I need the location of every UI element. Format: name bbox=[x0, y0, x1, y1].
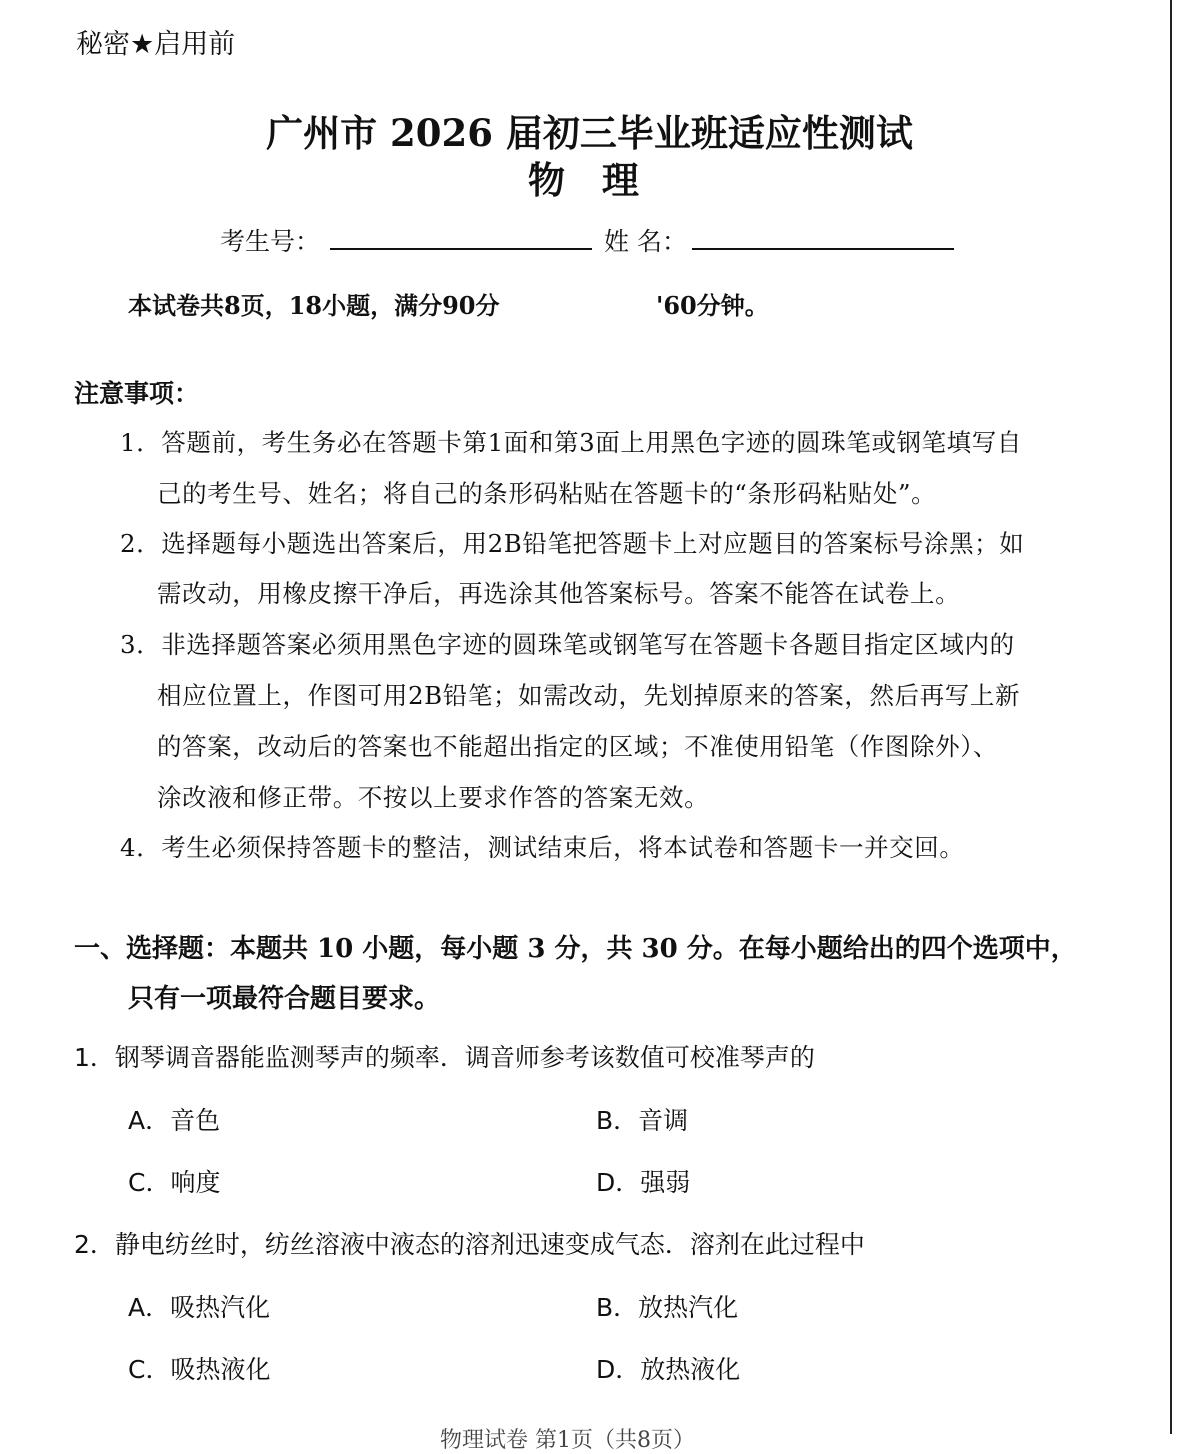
note-line: 己的考生号、姓名；将自己的条形码粘贴在答题卡的“条形码粘贴处”。 bbox=[157, 479, 937, 508]
question-stem: 2．静电纺丝时，纺丝溶液中液态的溶剂迅速变成气态．溶剂在此过程中 bbox=[74, 1230, 865, 1259]
note-line: 涂改液和修正带。不按以上要求作答的答案无效。 bbox=[157, 783, 710, 812]
exam-duration: '60分钟。 bbox=[656, 291, 769, 320]
name-field[interactable] bbox=[692, 248, 954, 250]
note-line: 2．选择题每小题选出答案后，用2B铅笔把答题卡上对应题目的答案标号涂黑；如 bbox=[120, 529, 1025, 558]
section-header: 只有一项最符合题目要求。 bbox=[128, 984, 441, 1014]
option-a[interactable]: A．音色 bbox=[128, 1106, 221, 1135]
option-c[interactable]: C．吸热液化 bbox=[128, 1355, 271, 1384]
secret-mark: 秘密★启用前 bbox=[76, 29, 236, 60]
page-edge bbox=[1170, 0, 1172, 1434]
exam-title: 广州市 2026 届初三毕业班适应性测试 bbox=[266, 111, 913, 155]
notes-title: 注意事项： bbox=[74, 379, 200, 408]
note-line: 4．考生必须保持答题卡的整洁，测试结束后，将本试卷和答题卡一并交回。 bbox=[120, 833, 965, 862]
note-line: 需改动，用橡皮擦干净后，再选涂其他答案标号。答案不能答在试卷上。 bbox=[157, 579, 961, 608]
page-footer: 物理试卷 第1页（共8页） bbox=[440, 1428, 695, 1453]
option-a[interactable]: A．吸热汽化 bbox=[128, 1293, 271, 1322]
section-header: 一、选择题：本题共 10 小题，每小题 3 分，共 30 分。在每小题给出的四个选项中， bbox=[74, 934, 1077, 964]
option-b[interactable]: B．音调 bbox=[596, 1106, 689, 1135]
name-label: 姓 名： bbox=[604, 227, 687, 256]
candidate-no-field[interactable] bbox=[330, 248, 592, 250]
subject-title: 物 理 bbox=[528, 158, 651, 202]
option-b[interactable]: B．放热汽化 bbox=[596, 1293, 739, 1322]
note-line: 的答案，改动后的答案也不能超出指定的区域；不准使用铅笔（作图除外）、 bbox=[157, 732, 999, 761]
option-d[interactable]: D．放热液化 bbox=[596, 1355, 741, 1384]
exam-info: 本试卷共8页，18小题，满分90分 bbox=[128, 291, 500, 320]
option-d[interactable]: D．强弱 bbox=[596, 1168, 691, 1197]
candidate-no-label: 考生号： bbox=[220, 227, 321, 256]
note-line: 3．非选择题答案必须用黑色字迹的圆珠笔或钢笔写在答题卡各题目指定区域内的 bbox=[120, 630, 1015, 659]
note-line: 相应位置上，作图可用2B铅笔；如需改动，先划掉原来的答案，然后再写上新 bbox=[157, 681, 1021, 710]
option-c[interactable]: C．响度 bbox=[128, 1168, 221, 1197]
note-line: 1．答题前，考生务必在答题卡第1面和第3面上用黑色字迹的圆珠笔或钢笔填写自 bbox=[120, 428, 1022, 457]
question-stem: 1．钢琴调音器能监测琴声的频率．调音师参考该数值可校准琴声的 bbox=[74, 1043, 815, 1072]
